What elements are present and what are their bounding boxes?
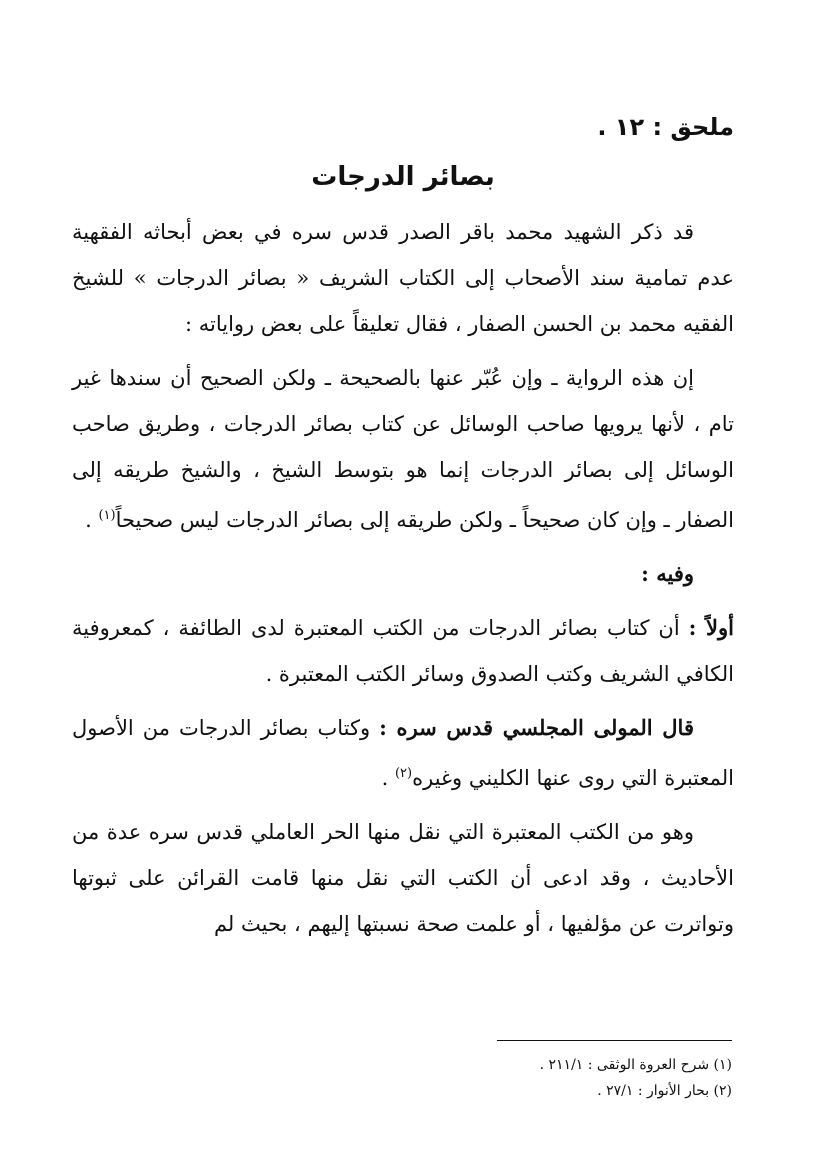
paragraph-majlisi [72,705,734,801]
first-point-text: أن كتاب بصائر الدرجات من الكتب المعتبرة لدى الطائفة ، كمعروفية الكافي الشريف وكتب الصدوق وسائر الكتب المعتبرة . [72,616,734,686]
paragraph-hurr-amili: وهو من الكتب المعتبرة التي نقل منها الحر العاملي قدس سره عدة من الأحاديث ، وقد ادعى أن الكتب التي نقل منها قامت القرائن على ثبوتها وتواترت عن مؤلفيها ، أو علمت صحة نسبتها إليهم ، بحيث لم [72,820,734,936]
footnote-2: (٢) بحار الأنوار : ٢٧/١ . [597,1083,732,1099]
footnote-ref-2[interactable]: (٢) [394,766,413,781]
quote-end: . [85,508,99,532]
footnote-1: (١) شرح العروة الوثقى : ٢١١/١ . [539,1057,732,1073]
paragraph-quote [72,355,734,543]
paragraph-intro: قد ذكر الشهيد محمد باقر الصدر قدس سره في بعض أبحاثه الفقهية عدم تمامية سند الأصحاب إلى الكتاب الشريف « بصائر الدرجات » للشيخ الفقيه محمد بن الحسن الصفار ، فقال تعليقاً على بعض رواياته : [72,220,734,336]
appendix-heading: ملحق : ١٢ . [597,113,734,141]
section-title: بصائر الدرجات [311,162,495,192]
quote-text: إن هذه الرواية ـ وإن عُبّر عنها بالصحيحة ـ ولكن الصحيح أن سندها غير تام ، لأنها يرويها صاحب الوسائل عن كتاب بصائر الدرجات ، وطريق صاحب الوسائل إلى بصائر الدرجات إنما هو بتوسط الشيخ ، والشيخ طريقه إلى الصفار ـ وإن كان صحيحاً ـ ولكن طريقه إلى بصائر الدرجات ليس صحيحاً [72,366,734,532]
page-body [72,105,734,955]
footnote-divider [497,1040,732,1041]
majlisi-text: وكتاب بصائر الدرجات من الأصول المعتبرة التي روى عنها الكليني وغيره [72,716,734,790]
paragraph-response-label: وفيه : [641,561,694,586]
majlisi-lead: قال المولى المجلسي قدس سره : [379,715,694,740]
majlisi-end: . [381,766,395,790]
first-point-lead: أولاً : [688,615,734,640]
paragraph-first-point [72,605,734,697]
footnotes [332,1052,732,1104]
footnote-ref-1[interactable]: (١) [98,508,116,523]
